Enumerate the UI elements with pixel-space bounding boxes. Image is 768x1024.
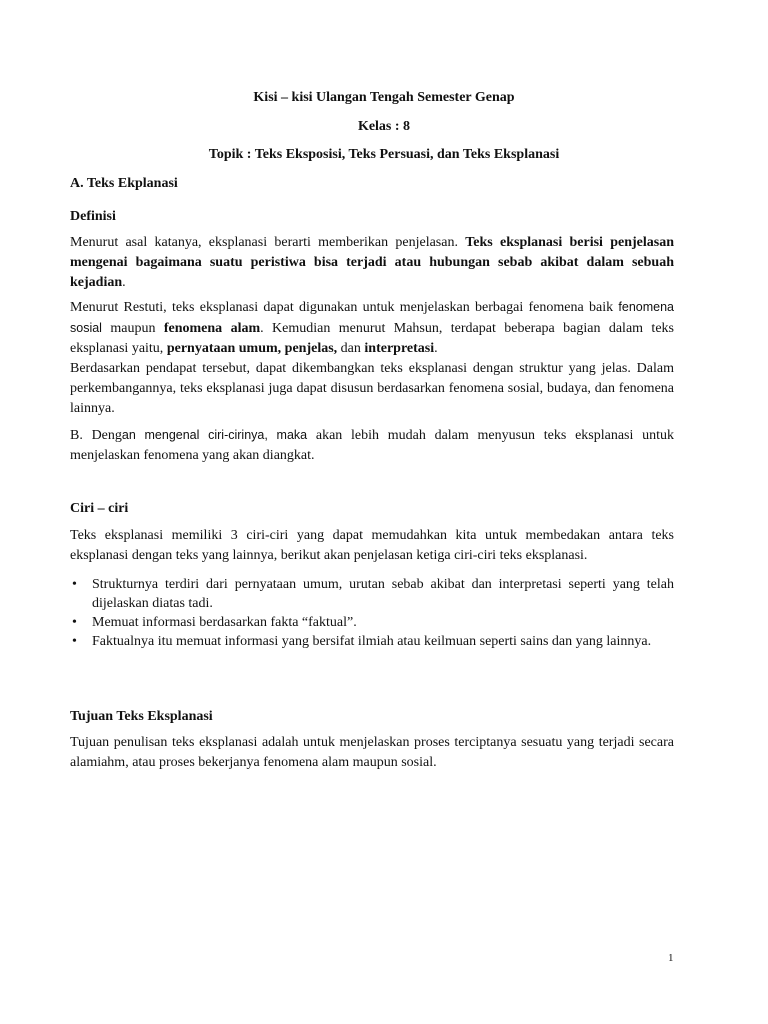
text-run: Menurut asal katanya, eksplanasi berarti memberikan penjelasan.	[70, 235, 466, 250]
list-item	[70, 575, 674, 613]
list-item-text: Memuat informasi berdasarkan fakta “faktual”.	[92, 615, 357, 630]
bold-term: interpretasi	[364, 341, 435, 356]
bold-definition: Teks eksplanasi berisi penjelasan mengenai bagaimana suatu peristiwa bisa terjadi atau hubungan sebab akibat dalam sebuah kejadian	[70, 235, 674, 290]
document-title: Kisi – kisi Ulangan Tengah Semester Genap	[253, 90, 515, 105]
bullet-icon: •	[72, 577, 77, 592]
list-item	[70, 613, 674, 632]
class-label: Kelas : 8	[357, 119, 411, 134]
definisi-paragraph-4	[70, 425, 674, 466]
text-run: akan lebih mudah dalam menyusun teks eksplanasi untuk menjelaskan fenomena yang akan diangkat.	[70, 428, 675, 463]
ciri-intro: Teks eksplanasi memiliki 3 ciri-ciri yang dapat memudahkan kita untuk membedakan antara teks eksplanasi dengan teks yang lainnya, berikut akan penjelasan ketiga ciri-ciri teks eksplanasi.	[70, 528, 674, 563]
text-run: . Kemudian menurut Mahsun, terdapat beberapa bagian dalam teks eksplanasi yaitu,	[70, 321, 674, 356]
text-run: dan	[337, 341, 365, 356]
section-a-heading: A. Teks Ekplanasi	[70, 176, 178, 191]
list-item	[70, 632, 674, 651]
text-run-sans: an mengenal ciri-cirinya, maka	[121, 428, 308, 442]
list-item-text: Faktualnya itu memuat informasi yang bersifat ilmiah atau keilmuan seperti sains dan yang lainnya.	[92, 634, 652, 649]
bullet-icon: •	[72, 615, 77, 630]
text-run: B. Deng	[70, 428, 122, 443]
definisi-paragraph-2	[70, 297, 674, 359]
definisi-paragraph-3: Berdasarkan pendapat tersebut, dapat dikembangkan teks eksplanasi dengan struktur yang jelas. Dalam perkembangannya, teks eksplanasi juga dapat disusun berdasarkan fenomena sosial, budaya, dan fenomena lainnya.	[70, 361, 674, 416]
definisi-paragraph-1	[70, 233, 674, 293]
tujuan-heading: Tujuan Teks Eksplanasi	[70, 709, 213, 724]
bullet-icon: •	[72, 634, 77, 649]
definisi-heading: Definisi	[70, 209, 116, 224]
list-item-text: Strukturnya terdiri dari pernyataan umum, urutan sebab akibat dan interpretasi seperti yang telah dijelaskan diatas tadi.	[92, 577, 674, 611]
text-run: Menurut Restuti, teks eksplanasi dapat digunakan untuk menjelaskan berbagai fenomena baik	[70, 300, 619, 315]
ciri-list	[70, 575, 674, 651]
page-number: 1	[668, 952, 674, 964]
text-run: maupun	[101, 321, 164, 336]
bold-term: pernyataan umum, penjelas,	[166, 341, 338, 356]
text-run-sans: fenomena sosial	[70, 300, 674, 335]
tujuan-paragraph: Tujuan penulisan teks eksplanasi adalah untuk menjelaskan proses terciptanya sesuatu yang terjadi secara alamiahm, atau proses bekerjanya fenomena alam maupun sosial.	[70, 735, 674, 770]
text-run: .	[122, 275, 126, 290]
text-run: .	[434, 341, 438, 356]
ciri-heading: Ciri – ciri	[70, 501, 129, 516]
bold-term: fenomena alam	[163, 321, 261, 336]
topic-label: Topik : Teks Eksposisi, Teks Persuasi, dan Teks Eksplanasi	[208, 147, 560, 162]
